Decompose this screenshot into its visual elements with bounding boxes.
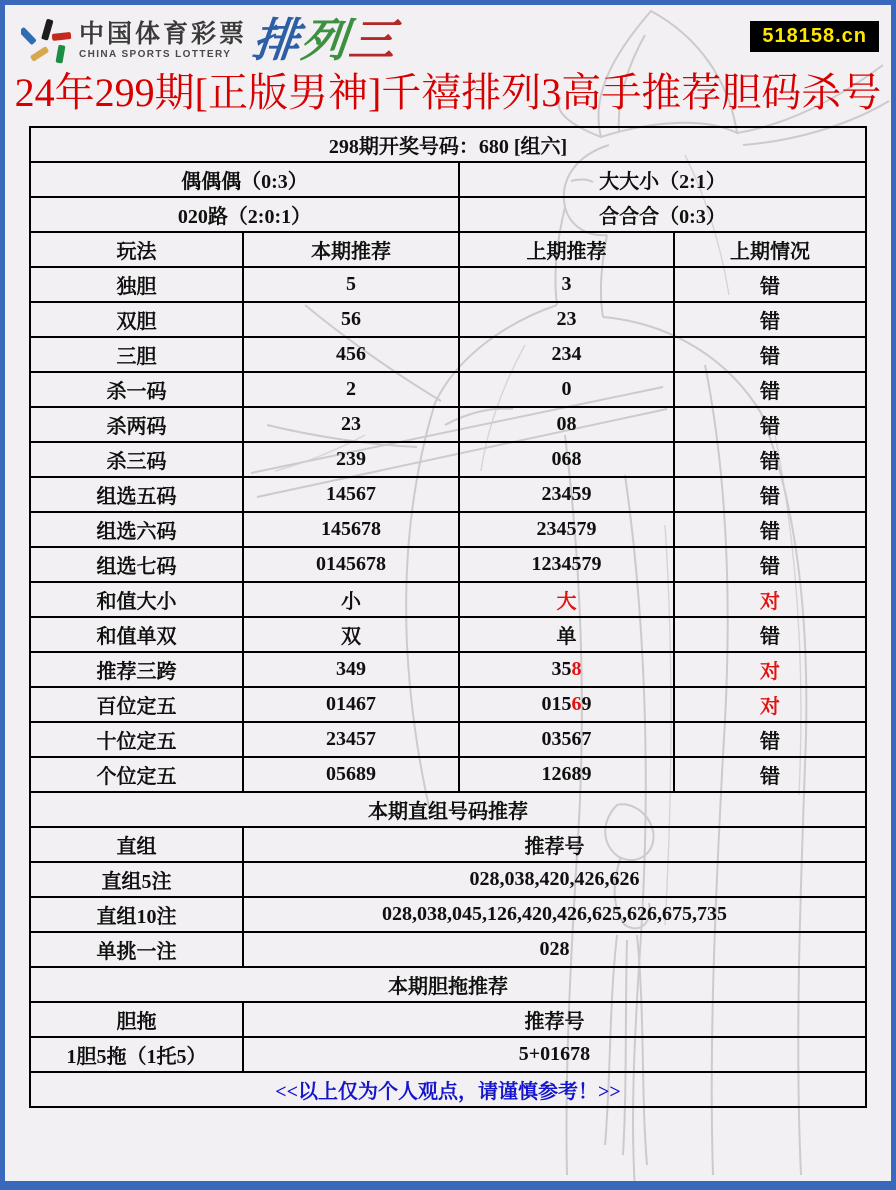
sports-lottery-logo-icon xyxy=(21,17,73,65)
table-cell: 01467 xyxy=(243,687,459,722)
site-watermark-badge: 518158.cn xyxy=(750,21,879,52)
table-cell: 020路（2:0:1） xyxy=(30,197,459,232)
table-cell: 和值单双 xyxy=(30,617,243,652)
table-cell: 错 xyxy=(674,722,866,757)
table-cell: 合合合（0:3） xyxy=(459,197,866,232)
table-cell: 3 xyxy=(459,267,674,302)
table-row xyxy=(30,337,866,372)
product-char-3: 三 xyxy=(346,14,400,67)
table-cell: 5 xyxy=(243,267,459,302)
table-cell: 298期开奖号码：680 [组六] xyxy=(30,127,866,162)
table-cell: 小 xyxy=(243,582,459,617)
logo-text xyxy=(79,22,247,60)
table-cell: 单挑一注 xyxy=(30,932,243,967)
digit-text: 35 xyxy=(551,658,572,680)
table-cell: 百位定五 xyxy=(30,687,243,722)
table-row xyxy=(30,162,866,197)
page-title: 24年299期[正版男神]千禧排列3高手推荐胆码杀号 xyxy=(14,70,882,115)
table-cell: 偶偶偶（0:3） xyxy=(30,162,459,197)
table-cell: 028 xyxy=(243,932,866,967)
table-cell xyxy=(459,652,674,687)
table-cell: 08 xyxy=(459,407,674,442)
table-cell: 1胆5拖（1托5） xyxy=(30,1037,243,1072)
highlighted-digit: 8 xyxy=(571,658,582,680)
table-cell: 组选七码 xyxy=(30,547,243,582)
table-row xyxy=(30,932,866,967)
table-cell: 错 xyxy=(674,442,866,477)
digit-text: 015 xyxy=(541,693,572,715)
table-row xyxy=(30,757,866,792)
prediction-table xyxy=(29,126,867,1108)
product-char-2: 列 xyxy=(298,14,352,67)
table-row xyxy=(30,967,866,1002)
table-cell: 胆拖 xyxy=(30,1002,243,1037)
table-cell: 十位定五 xyxy=(30,722,243,757)
digit-text: 9 xyxy=(581,693,592,715)
table-row xyxy=(30,512,866,547)
table-cell: 错 xyxy=(674,757,866,792)
table-cell: 本期直组号码推荐 xyxy=(30,792,866,827)
table-cell: 05689 xyxy=(243,757,459,792)
table-cell: 本期推荐 xyxy=(243,232,459,267)
table-cell: 玩法 xyxy=(30,232,243,267)
table-cell: 错 xyxy=(674,407,866,442)
table-cell: <<以上仅为个人观点，请谨慎参考！>> xyxy=(30,1072,866,1107)
product-char-1: 排 xyxy=(250,14,304,67)
table-cell: 上期推荐 xyxy=(459,232,674,267)
table-cell: 23 xyxy=(459,302,674,337)
table-cell: 349 xyxy=(243,652,459,687)
table-row xyxy=(30,617,866,652)
china-sports-lottery-logo xyxy=(21,14,400,67)
table-cell: 直组 xyxy=(30,827,243,862)
table-row xyxy=(30,302,866,337)
table-cell: 杀三码 xyxy=(30,442,243,477)
table-cell: 028,038,420,426,626 xyxy=(243,862,866,897)
table-row xyxy=(30,722,866,757)
table-cell: 56 xyxy=(243,302,459,337)
table-row xyxy=(30,477,866,512)
table-cell: 组选五码 xyxy=(30,477,243,512)
table-cell: 直组10注 xyxy=(30,897,243,932)
table-cell: 23 xyxy=(243,407,459,442)
logo-product-name xyxy=(250,14,400,67)
table-cell: 234579 xyxy=(459,512,674,547)
highlighted-digit: 6 xyxy=(571,693,582,715)
table-cell: 错 xyxy=(674,337,866,372)
table-cell: 错 xyxy=(674,302,866,337)
table-row xyxy=(30,827,866,862)
table-cell: 145678 xyxy=(243,512,459,547)
table-cell: 0145678 xyxy=(243,547,459,582)
table-cell: 杀两码 xyxy=(30,407,243,442)
table-cell: 直组5注 xyxy=(30,862,243,897)
table-cell: 推荐号 xyxy=(243,827,866,862)
table-cell: 23457 xyxy=(243,722,459,757)
table-cell: 234 xyxy=(459,337,674,372)
table-cell: 对 xyxy=(674,687,866,722)
table-cell: 错 xyxy=(674,267,866,302)
table-row xyxy=(30,652,866,687)
table-row xyxy=(30,687,866,722)
table-cell: 03567 xyxy=(459,722,674,757)
prediction-table-body xyxy=(30,127,866,1107)
table-row xyxy=(30,792,866,827)
table-cell: 本期胆拖推荐 xyxy=(30,967,866,1002)
table-row xyxy=(30,862,866,897)
table-cell: 239 xyxy=(243,442,459,477)
table-row xyxy=(30,1037,866,1072)
table-cell: 三胆 xyxy=(30,337,243,372)
table-cell: 1234579 xyxy=(459,547,674,582)
table-cell: 456 xyxy=(243,337,459,372)
header xyxy=(5,5,891,69)
table-row xyxy=(30,372,866,407)
logo-cn-text: 中国体育彩票 xyxy=(79,20,248,48)
table-cell: 和值大小 xyxy=(30,582,243,617)
table-row xyxy=(30,232,866,267)
table-row xyxy=(30,127,866,162)
table-cell: 错 xyxy=(674,372,866,407)
table-cell: 单 xyxy=(459,617,674,652)
table-cell: 5+01678 xyxy=(243,1037,866,1072)
table-cell: 错 xyxy=(674,617,866,652)
table-cell: 独胆 xyxy=(30,267,243,302)
table-cell: 上期情况 xyxy=(674,232,866,267)
table-cell: 23459 xyxy=(459,477,674,512)
table-cell: 14567 xyxy=(243,477,459,512)
table-cell: 068 xyxy=(459,442,674,477)
table-cell: 错 xyxy=(674,512,866,547)
table-cell: 028,038,045,126,420,426,625,626,675,735 xyxy=(243,897,866,932)
table-cell: 错 xyxy=(674,477,866,512)
table-row xyxy=(30,407,866,442)
table-row xyxy=(30,582,866,617)
table-cell: 双胆 xyxy=(30,302,243,337)
table-cell: 推荐三跨 xyxy=(30,652,243,687)
logo-en-text: CHINA SPORTS LOTTERY xyxy=(79,49,232,60)
table-row xyxy=(30,897,866,932)
table-cell: 双 xyxy=(243,617,459,652)
table-cell: 错 xyxy=(674,547,866,582)
table-cell: 个位定五 xyxy=(30,757,243,792)
table-row xyxy=(30,442,866,477)
table-cell: 对 xyxy=(674,582,866,617)
table-row xyxy=(30,1002,866,1037)
table-row xyxy=(30,547,866,582)
table-cell: 大 xyxy=(459,582,674,617)
table-cell: 推荐号 xyxy=(243,1002,866,1037)
table-cell: 组选六码 xyxy=(30,512,243,547)
table-cell xyxy=(459,687,674,722)
table-cell: 对 xyxy=(674,652,866,687)
table-cell: 0 xyxy=(459,372,674,407)
table-row xyxy=(30,267,866,302)
table-row xyxy=(30,1072,866,1107)
table-cell: 杀一码 xyxy=(30,372,243,407)
table-cell: 2 xyxy=(243,372,459,407)
table-cell: 大大小（2:1） xyxy=(459,162,866,197)
table-cell: 12689 xyxy=(459,757,674,792)
table-row xyxy=(30,197,866,232)
